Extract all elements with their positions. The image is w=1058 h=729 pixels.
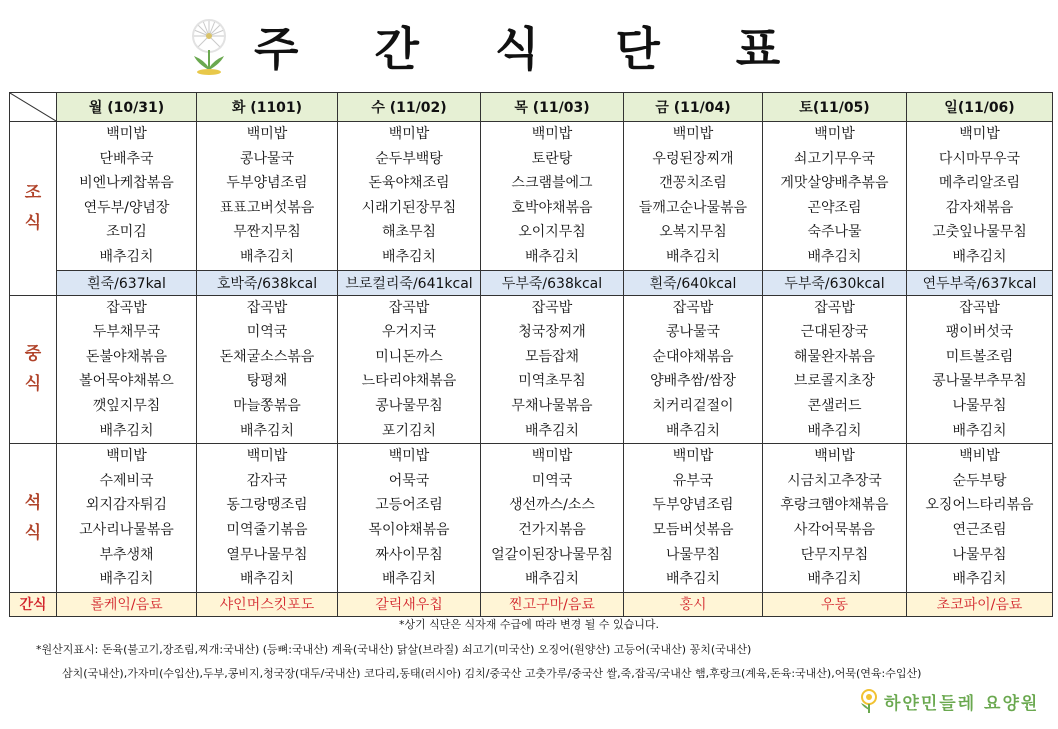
menu-item: 백미밥 [388,126,430,142]
menu-cell [57,122,197,271]
meal-label-lunch: 중 식 [10,295,57,444]
menu-item: 동그랑땡조림 [226,497,308,514]
menu-item: 메추리알조림 [938,175,1021,192]
menu-item: 미역줄기볶음 [226,521,308,538]
menu-item: 포기김치 [381,422,437,439]
menu-item: 숙주나물 [807,224,862,241]
menu-item: 열무나물무침 [226,546,308,563]
menu-item: 미역국 [531,472,573,489]
menu-item: 배추김치 [952,422,1007,439]
menu-cell [624,122,763,271]
menu-item: 연두부/양념장 [83,199,170,216]
menu-item: 모듬버섯볶음 [652,521,734,538]
menu-item: 시래기된장무침 [361,199,457,216]
menu-item: 백미밥 [388,448,430,465]
porridge-cell: 브로컬리죽/641kcal [338,270,481,295]
title-area [186,14,810,78]
menu-item: 수제비국 [99,472,154,489]
day-header: 토(11/05) [763,93,907,122]
menu-item: 연근조림 [952,521,1007,538]
origin-info-line1: *원산지표시: 돈육(불고기,장조림,찌개:국내산) (등뼈:국내산) 계육(국내산) 닭살(브라질) 쇠고기(미국산) 오징어(원양산) 고등어(국내산) 꽁치(국내산) [36,643,752,656]
menu-item: 토란탕 [531,150,573,167]
menu-item: 배추김치 [665,571,721,588]
menu-item: 곤약조림 [807,199,862,216]
menu-item: 두부채무국 [92,324,161,341]
menu-item: 미트볼조림 [945,348,1014,365]
menu-item: 배추김치 [807,571,862,588]
menu-item: 느타리야채볶음 [361,373,457,390]
menu-item: 얼갈이된장나물무침 [491,546,613,563]
menu-item: 백미밥 [959,126,1000,142]
menu-item: 백미밥 [106,448,147,465]
menu-cell [481,444,624,593]
snack-cell: 샤인머스킷포도 [197,592,338,616]
menu-item: 나물무침 [952,397,1007,414]
menu-item: 단배추국 [99,150,154,167]
porridge-cell: 두부죽/638kcal [481,270,624,295]
menu-item: 들깨고순나물볶음 [638,199,748,216]
menu-item: 고춧잎나물무침 [932,224,1027,241]
menu-item: 유부국 [672,472,714,489]
menu-item: 표표고버섯볶음 [219,199,315,216]
menu-item: 우렁된장찌개 [652,150,734,167]
snack-cell: 갈릭새우칩 [338,592,481,616]
menu-item: 해물완자볶음 [793,348,876,365]
menu-item: 순두부백탕 [375,150,443,167]
menu-item: 배추김치 [99,571,154,588]
menu-cell [197,122,338,271]
menu-item: 잡곡밥 [531,299,573,316]
menu-cell [481,295,624,444]
menu-item: 배추김치 [99,248,154,265]
menu-item: 콩나물무침 [375,397,443,414]
menu-item: 콩나물부추무침 [932,373,1027,390]
notice-text: *상기 식단은 식자재 수급에 따라 변경 될 수 있습니다. [398,618,660,631]
menu-item: 팽이버섯국 [945,324,1014,341]
menu-item: 후랑크햄야채볶음 [780,497,889,514]
menu-item: 무채나물볶음 [511,397,593,414]
menu-item: 두부양념조림 [226,175,308,192]
menu-item: 감자국 [246,472,288,489]
menu-item: 돈불야채볶음 [85,348,168,365]
menu-item: 조미김 [106,224,147,241]
snack-cell: 롤케익/음료 [57,592,197,616]
menu-cell [338,295,481,444]
menu-item: 백비밥 [814,448,855,465]
menu-item: 잡곡밥 [246,299,288,316]
menu-item: 고사리나물볶음 [79,521,174,538]
menu-item: 우거지국 [381,324,437,341]
menu-item: 배추김치 [99,422,154,439]
menu-item: 마늘쫑볶음 [233,397,301,414]
porridge-cell: 흰죽/637kal [57,270,197,295]
snack-row [10,592,1053,616]
menu-item: 미역국 [246,324,288,341]
menu-item: 나물무침 [665,546,721,563]
menu-cell [338,444,481,593]
menu-item: 잡곡밥 [672,299,714,316]
dinner-row [10,444,1053,593]
menu-item: 양배추쌈/쌈장 [650,373,736,390]
menu-item: 치커리겉절이 [652,397,734,414]
menu-item: 잡곡밥 [388,299,430,316]
meal-label-breakfast: 조 식 [10,122,57,296]
menu-item: 목이야채볶음 [368,521,450,538]
lunch-row [10,295,1053,444]
menu-item: 콩나물국 [665,324,721,341]
menu-item: 배추김치 [381,571,437,588]
logo-dandelion-icon [858,688,880,714]
menu-item: 돈채굴소스볶음 [219,348,315,365]
menu-item: 백미밥 [531,448,573,465]
menu-cell [481,122,624,271]
snack-cell: 우동 [763,592,907,616]
menu-item: 시금치고추장국 [787,472,882,489]
snack-cell: 찐고구마/음료 [481,592,624,616]
meal-label-snack: 간식 [10,592,57,616]
menu-item: 탕평채 [246,373,288,390]
menu-item: 근대된장국 [800,324,869,341]
day-header-row [10,93,1053,122]
menu-cell [763,122,907,271]
menu-item: 외지감자튀김 [85,497,168,514]
menu-item: 브로콜지초장 [793,373,876,390]
menu-item: 배추김치 [524,571,580,588]
menu-cell [907,444,1053,593]
porridge-cell: 호박죽/638kcal [197,270,338,295]
menu-item: 비엔나케찹볶음 [79,175,174,192]
menu-item: 두부양념조림 [652,497,734,514]
menu-item: 백미밥 [672,448,714,465]
facility-logo [858,688,1039,714]
menu-item: 갠꽁치조림 [659,175,727,192]
menu-item: 오징어느타리볶음 [925,497,1034,514]
menu-item: 백미밥 [106,126,147,142]
weekly-menu-table [9,92,1053,617]
menu-cell [57,295,197,444]
menu-item: 어묵국 [388,472,430,489]
day-header: 금 (11/04) [624,93,763,122]
menu-item: 배추김치 [239,571,295,588]
menu-item: 해초무침 [381,224,437,241]
menu-item: 백미밥 [672,126,714,142]
menu-item: 고등어조림 [375,497,443,514]
porridge-cell: 흰죽/640kcal [624,270,763,295]
menu-item: 배추김치 [239,422,295,439]
porridge-cell: 연두부죽/637kcal [907,270,1053,295]
menu-cell [338,122,481,271]
menu-item: 사각어묵볶음 [793,521,876,538]
menu-cell [624,295,763,444]
menu-item: 볼어묵야채볶으 [79,373,174,390]
menu-item: 미니돈까스 [375,348,443,365]
menu-item: 호박야채볶음 [511,199,593,216]
day-header: 월 (10/31) [57,93,197,122]
menu-cell [763,295,907,444]
menu-item: 배추김치 [807,422,862,439]
menu-item: 무짠지무침 [233,224,301,241]
menu-item: 배추김치 [239,248,295,265]
menu-item: 오이지무침 [518,224,586,241]
menu-item: 콘샐러드 [807,397,862,414]
menu-item: 청국장찌개 [518,324,586,341]
menu-item: 스크램블에그 [511,175,593,192]
porridge-row [10,270,1053,295]
menu-item: 배추김치 [952,248,1007,265]
page-title: 주 간 식 단 표 [254,22,811,76]
menu-item: 순두부탕 [952,472,1007,489]
facility-name: 하얀민들레 요양원 [884,693,1040,714]
meal-label-dinner: 석 식 [10,444,57,593]
menu-item: 배추김치 [665,422,721,439]
dandelion-icon [186,14,232,78]
porridge-cell: 두부죽/630kcal [763,270,907,295]
menu-cell [763,444,907,593]
menu-item: 배추김치 [665,248,721,265]
menu-cell [197,444,338,593]
menu-item: 나물무침 [952,546,1007,563]
corner-cell [10,93,57,122]
menu-item: 돈육야채조림 [368,175,450,192]
menu-item: 다시마무우국 [938,150,1021,167]
menu-item: 오복지무침 [659,224,727,241]
day-header: 화 (1101) [197,93,338,122]
menu-item: 백미밥 [814,126,855,142]
menu-cell [57,444,197,593]
menu-item: 배추김치 [524,248,580,265]
menu-cell [624,444,763,593]
menu-item: 백비밥 [959,448,1000,465]
menu-item: 잡곡밥 [959,299,1000,316]
menu-item: 백미밥 [531,126,573,142]
menu-item: 모듬잡채 [524,348,580,365]
menu-cell [197,295,338,444]
menu-item: 미역초무침 [518,373,586,390]
menu-cell [907,122,1053,271]
menu-item: 감자채볶음 [945,199,1014,216]
menu-item: 건가지볶음 [518,521,586,538]
menu-item: 백미밥 [246,448,288,465]
day-header: 일(11/06) [907,93,1053,122]
menu-item: 게맛살양배추볶음 [780,175,889,192]
menu-item: 콩나물국 [239,150,295,167]
menu-item: 배추김치 [807,248,862,265]
menu-item: 배추김치 [524,422,580,439]
menu-item: 단무지무침 [800,546,869,563]
snack-cell: 홍시 [624,592,763,616]
origin-info-line2: 삼치(국내산),가자미(수입산),두부,콩비지,청국장(대두/국내산) 코다리,동태(러시아) 김치/중국산 고춧가루/중국산 쌀,죽,잡곡/국내산 햄,후랑크(계육,돈육:국내산),어묵(연육:수입산) [62,667,922,680]
day-header: 목 (11/03) [481,93,624,122]
day-header: 수 (11/02) [338,93,481,122]
menu-item: 깻잎지무침 [92,397,161,414]
menu-item: 잡곡밥 [106,299,147,316]
menu-item: 쇠고기무우국 [793,150,876,167]
menu-item: 생선까스/소스 [509,497,595,514]
menu-item: 배추김치 [952,571,1007,588]
snack-cell: 초코파이/음료 [907,592,1053,616]
breakfast-row [10,122,1053,271]
menu-item: 짜사이무침 [375,546,443,563]
menu-item: 백미밥 [246,126,288,142]
menu-item: 잡곡밥 [814,299,855,316]
menu-item: 배추김치 [381,248,437,265]
menu-cell [907,295,1053,444]
menu-item: 순대야채볶음 [652,348,734,365]
menu-item: 부추생채 [99,546,154,563]
